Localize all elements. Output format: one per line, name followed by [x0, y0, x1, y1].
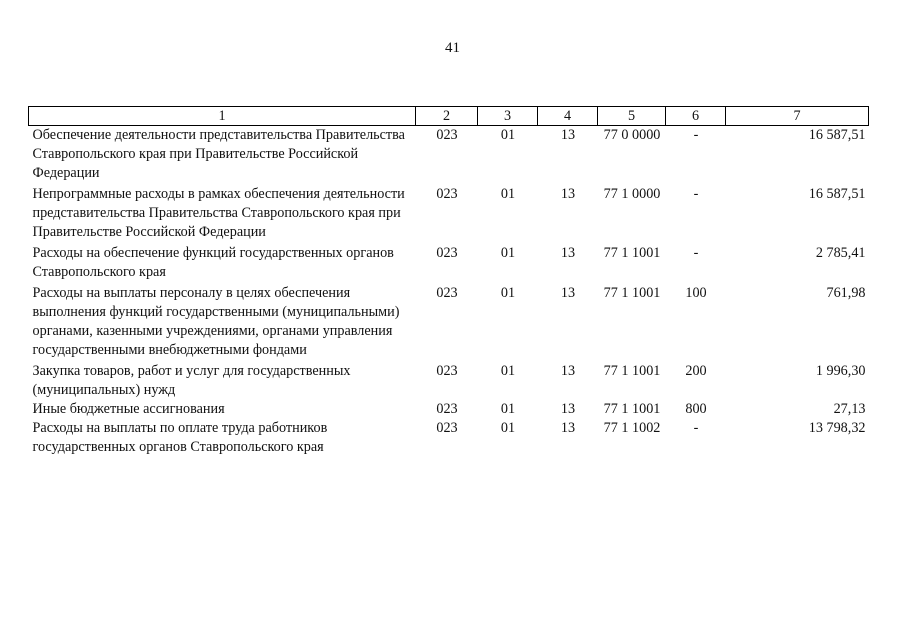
- row-expense-type: -: [693, 186, 699, 202]
- row-ministry-code: 023: [436, 363, 458, 379]
- budget-table: [28, 106, 869, 457]
- row-amount: 16 587,51: [808, 186, 866, 202]
- row-subsection-code: 13: [560, 420, 576, 436]
- row-subsection-code: 13: [560, 245, 576, 261]
- header-col-3: 3: [478, 107, 538, 126]
- table-row: [29, 126, 869, 186]
- row-subsection-code: 13: [560, 401, 576, 417]
- row-name: Обеспечение деятельности представительства Правительства Ставропольского края при Правительстве Российской Федерации: [32, 127, 405, 181]
- row-name: Расходы на обеспечение функций государственных органов Ставропольского края: [32, 245, 394, 280]
- row-target-code: 77 1 1001: [603, 245, 661, 261]
- page-number: 41: [445, 40, 460, 56]
- row-target-code: 77 1 1002: [603, 420, 661, 436]
- row-expense-type: 200: [685, 363, 707, 379]
- row-expense-type: -: [693, 420, 699, 436]
- table-row: [29, 185, 869, 244]
- row-target-code: 77 0 0000: [603, 127, 661, 143]
- header-col-1: 1: [29, 107, 416, 126]
- row-section-code: 01: [500, 127, 516, 143]
- row-ministry-code: 023: [436, 127, 458, 143]
- row-amount: 761,98: [826, 285, 866, 301]
- table-row: [29, 284, 869, 362]
- row-name: Расходы на выплаты персоналу в целях обеспечения выполнения функций государственными (муниципальными) органами, казенными учреждениями, органами управления государственными внебюджетными фондами: [32, 285, 400, 358]
- row-ministry-code: 023: [436, 401, 458, 417]
- table-row: [29, 244, 869, 284]
- row-section-code: 01: [500, 245, 516, 261]
- row-expense-type: 100: [685, 285, 707, 301]
- row-subsection-code: 13: [560, 285, 576, 301]
- header-col-4: 4: [538, 107, 598, 126]
- row-ministry-code: 023: [436, 245, 458, 261]
- header-row: [29, 107, 869, 126]
- row-ministry-code: 023: [436, 285, 458, 301]
- table-row: [29, 362, 869, 400]
- row-section-code: 01: [500, 363, 516, 379]
- row-target-code: 77 1 0000: [603, 186, 661, 202]
- table-row: [29, 419, 869, 457]
- row-target-code: 77 1 1001: [603, 401, 661, 417]
- row-amount: 2 785,41: [815, 245, 866, 261]
- row-amount: 13 798,32: [808, 420, 866, 436]
- table-row: [29, 400, 869, 419]
- row-subsection-code: 13: [560, 127, 576, 143]
- row-section-code: 01: [500, 420, 516, 436]
- row-ministry-code: 023: [436, 186, 458, 202]
- row-target-code: 77 1 1001: [603, 285, 661, 301]
- header-col-6: 6: [666, 107, 726, 126]
- row-name: Иные бюджетные ассигнования: [32, 401, 225, 417]
- header-col-7: 7: [726, 107, 869, 126]
- row-ministry-code: 023: [436, 420, 458, 436]
- row-name: Расходы на выплаты по оплате труда работников государственных органов Ставропольского края: [32, 420, 328, 455]
- row-section-code: 01: [500, 186, 516, 202]
- header-col-2: 2: [416, 107, 478, 126]
- row-expense-type: 800: [685, 401, 707, 417]
- row-subsection-code: 13: [560, 363, 576, 379]
- row-section-code: 01: [500, 401, 516, 417]
- row-section-code: 01: [500, 285, 516, 301]
- row-name: Закупка товаров, работ и услуг для государственных (муниципальных) нужд: [32, 363, 351, 398]
- row-subsection-code: 13: [560, 186, 576, 202]
- row-target-code: 77 1 1001: [603, 363, 661, 379]
- row-amount: 16 587,51: [808, 127, 866, 143]
- header-col-5: 5: [598, 107, 666, 126]
- row-expense-type: -: [693, 127, 699, 143]
- row-amount: 27,13: [833, 401, 866, 417]
- row-name: Непрограммные расходы в рамках обеспечения деятельности представительства Правительства Ставропольского края при Правительстве Российской Федерации: [32, 186, 405, 240]
- row-expense-type: -: [693, 245, 699, 261]
- row-amount: 1 996,30: [815, 363, 866, 379]
